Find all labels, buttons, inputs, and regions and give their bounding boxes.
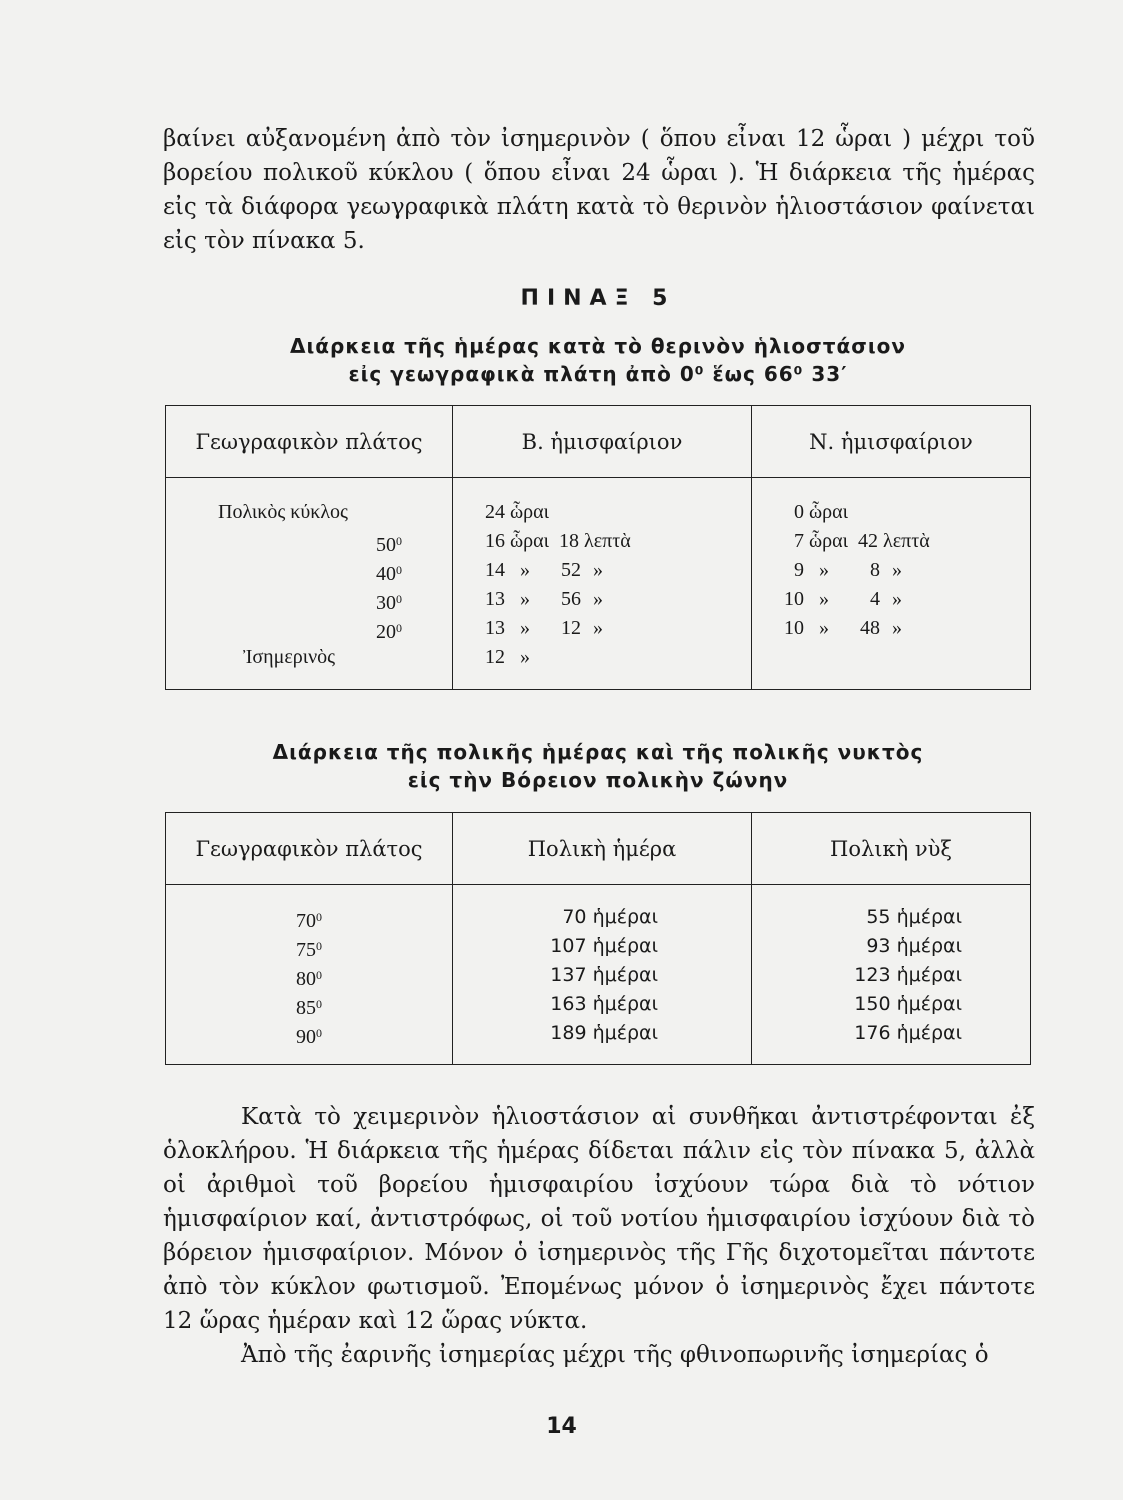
polar-day-night-table [165, 812, 1031, 1065]
table-header-row [166, 406, 1031, 478]
north-cell: 24 ὧραι [485, 501, 550, 523]
table2-caption-line2: εἰς τὴν Βόρειον πολικὴν ζώνην [407, 768, 789, 792]
latitude-column [166, 478, 453, 690]
header-latitude: Γεωγραφικὸν πλάτος [166, 813, 453, 885]
polar-night-column [752, 885, 1031, 1065]
header-latitude: Γεωγραφικὸν πλάτος [166, 406, 453, 478]
north-hemisphere-column [453, 478, 752, 690]
header-north: Β. ἡμισφαίριον [453, 406, 752, 478]
latitude-cell: $80^0$ [296, 968, 322, 990]
header-polar-day: Πολικὴ ἡμέρα [453, 813, 752, 885]
table1-caption [163, 332, 1033, 388]
north-cell: 14 » 52 » [485, 559, 603, 581]
day-length-table [165, 405, 1031, 690]
paragraph-equinox: Ἀπὸ τῆς ἐαρινῆς ἰσημερίας μέχρι τῆς φθινοπωρινῆς ἰσημερίας ὁ [241, 1342, 989, 1368]
latitude-cell: $20^0$ [376, 621, 402, 643]
polar-day-cell: 189 ἡμέραι [550, 1022, 658, 1044]
latitude-cell: $40^0$ [376, 563, 402, 585]
polar-night-cell: 123 ἡμέραι [854, 964, 962, 986]
polar-day-cell: 70 ἡμέραι [562, 906, 658, 928]
south-cell: 0 ὧραι [794, 501, 849, 523]
body-text [163, 1100, 1035, 1372]
south-cell: 10 » 48 » [784, 617, 902, 639]
latitude-cell: $75^0$ [296, 939, 322, 961]
header-polar-night: Πολικὴ νὺξ [752, 813, 1031, 885]
latitude-column [166, 885, 453, 1065]
polar-day-cell: 137 ἡμέραι [550, 964, 658, 986]
polar-day-cell: 107 ἡμέραι [550, 935, 658, 957]
paragraph-winter-solstice: Κατὰ τὸ χειμερινὸν ἡλιοστάσιον αἱ συνθῆκαι ἀντιστρέφονται ἐξ ὁλοκλήρου. Ἡ διάρκεια τῆς ἡμέρας δίδεται πάλιν εἰς τὸν πίνακα 5, ἀλλὰ οἱ ἀριθμοὶ τοῦ βορείου ἡμισφαιρίου ἰσχύουν τώρα διὰ τὸ νότιον ἡμισφαίριον καί, ἀντιστρόφως, οἱ τοῦ νοτίου ἡμισφαιρίου ἰσχύουν διὰ τὸ βόρειον ἡμισφαίριον. Μόνον ὁ ἰσημερινὸς τῆς Γῆς διχοτομεῖται πάντοτε ἀπὸ τὸν κύκλον φωτισμοῦ. Ἐπομένως μόνον ὁ ἰσημερινὸς ἔχει πάντοτε 12 ὥρας ἡμέραν καὶ 12 ὥρας νύκτα. [163, 1104, 1035, 1334]
south-cell: 10 » 4 » [784, 588, 902, 610]
north-cell: 13 » 12 » [485, 617, 603, 639]
polar-night-cell: 150 ἡμέραι [854, 993, 962, 1015]
polar-night-cell: 176 ἡμέραι [854, 1022, 962, 1044]
latitude-cell: $85^0$ [296, 997, 322, 1019]
latitude-cell: $30^0$ [376, 592, 402, 614]
latitude-cell: Πολικὸς κύκλος [218, 501, 348, 523]
latitude-cell: $50^0$ [376, 534, 402, 556]
page-number: 14 [546, 1414, 577, 1439]
table-body-row [166, 478, 1031, 690]
table2-caption [163, 738, 1033, 794]
north-cell: 13 » 56 » [485, 588, 603, 610]
north-cell: 12 » [485, 646, 530, 668]
polar-day-column [453, 885, 752, 1065]
table-header-row [166, 813, 1031, 885]
latitude-cell: Ἰσημερινὸς [243, 646, 336, 668]
north-cell: 16 ὧραι 18 λεπτὰ [485, 530, 631, 552]
south-hemisphere-column [752, 478, 1031, 690]
table-body-row [166, 885, 1031, 1065]
south-cell: 9 » 8 » [794, 559, 902, 581]
latitude-cell: $90^0$ [296, 1026, 322, 1048]
polar-day-cell: 163 ἡμέραι [550, 993, 658, 1015]
latitude-cell: $70^0$ [296, 910, 322, 932]
intro-paragraph: βαίνει αὐξανομένη ἀπὸ τὸν ἰσημερινὸν ( ὅπου εἶναι 12 ὧραι ) μέχρι τοῦ βορείου πολικοῦ κύκλου ( ὅπου εἶναι 24 ὧραι ). Ἡ διάρκεια τῆς ἡμέρας εἰς τὰ διάφορα γεωγραφικὰ πλάτη κατὰ τὸ θερινὸν ἡλιοστάσιον φαίνεται εἰς τὸν πίνακα 5. [163, 126, 1035, 254]
table1-caption-line1: Διάρκεια τῆς ἡμέρας κατὰ τὸ θερινὸν ἡλιοστάσιον [289, 334, 906, 358]
polar-night-cell: 55 ἡμέραι [866, 906, 962, 928]
table2-caption-line1: Διάρκεια τῆς πολικῆς ἡμέρας καὶ τῆς πολικῆς νυκτὸς [272, 740, 924, 764]
table1-caption-line2: εἰς γεωγραφικὰ πλάτη ἀπὸ 0⁰ ἕως 66⁰ 33′ [348, 362, 848, 386]
south-cell: 7 ὧραι 42 λεπτὰ [794, 530, 930, 552]
header-south: Ν. ἡμισφαίριον [752, 406, 1031, 478]
polar-night-cell: 93 ἡμέραι [866, 935, 962, 957]
table-label: ΠΙΝΑΞ 5 [520, 286, 676, 311]
